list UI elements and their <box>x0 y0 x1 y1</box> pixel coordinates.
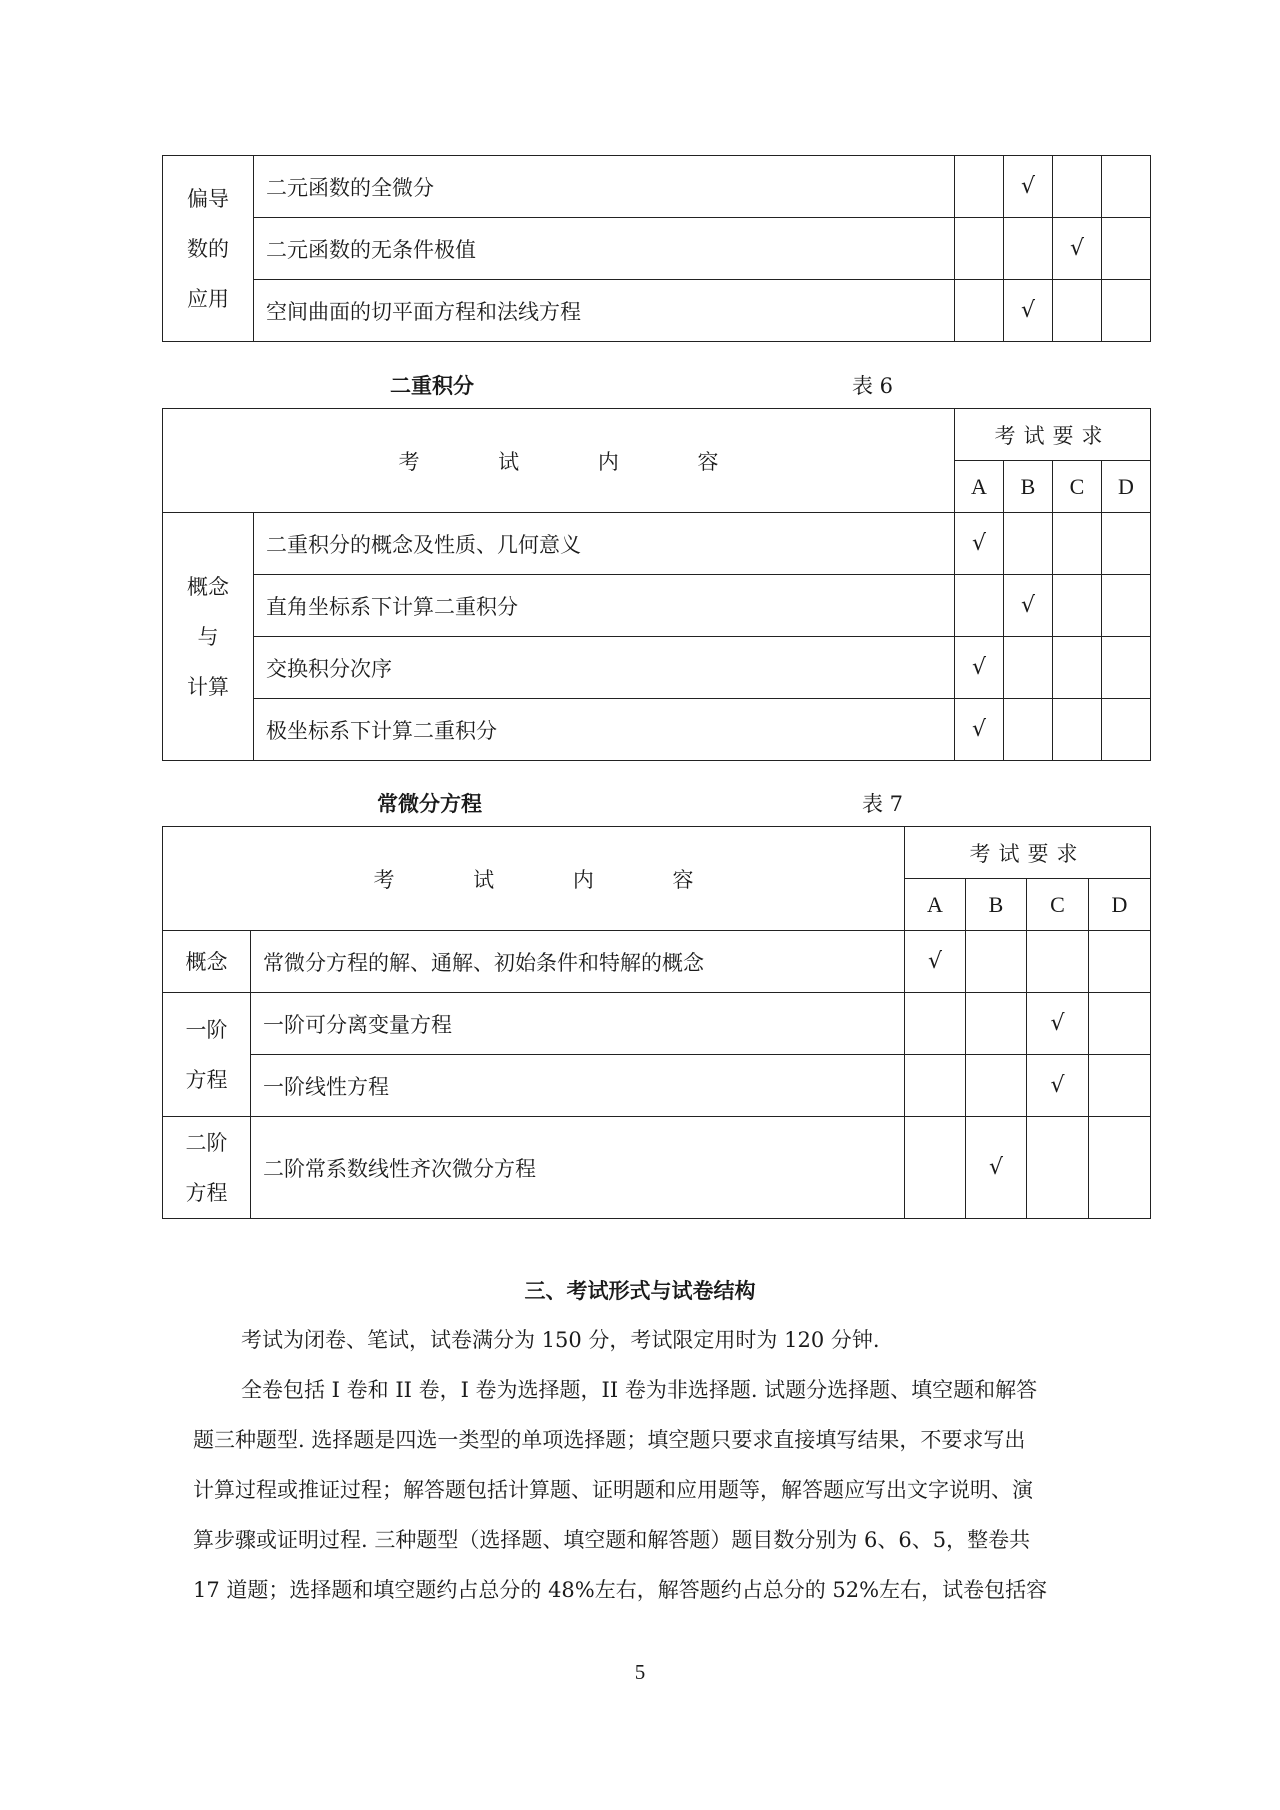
mark-a: √ <box>955 513 1004 575</box>
content-cell: 二重积分的概念及性质、几何意义 <box>254 513 955 575</box>
mark-a <box>905 993 966 1055</box>
mark-a: √ <box>955 637 1004 699</box>
mark-b <box>966 1055 1027 1117</box>
mark-d <box>1089 993 1151 1055</box>
mark-d <box>1102 699 1151 761</box>
mark-a <box>905 1117 966 1219</box>
topic-line: 方程 <box>185 1067 228 1092</box>
content-cell: 二阶常系数线性齐次微分方程 <box>251 1117 905 1219</box>
table6-double-integral <box>162 408 1151 761</box>
mark-b <box>1004 699 1053 761</box>
mark-d <box>1102 280 1151 342</box>
mark-d <box>1102 637 1151 699</box>
content-cell: 一阶线性方程 <box>251 1055 905 1117</box>
mark-b: √ <box>1004 156 1053 218</box>
mark-c <box>1027 1117 1089 1219</box>
content-cell: 常微分方程的解、通解、初始条件和特解的概念 <box>251 931 905 993</box>
content-cell: 直角坐标系下计算二重积分 <box>254 575 955 637</box>
mark-c: √ <box>1027 1055 1089 1117</box>
mark-a <box>955 156 1004 218</box>
table-partial-derivative-applications <box>162 155 1151 342</box>
mark-b: √ <box>966 1117 1027 1219</box>
paragraph-exam-format <box>193 1315 1085 1615</box>
mark-c <box>1053 637 1102 699</box>
mark-c <box>1053 699 1102 761</box>
mark-b <box>1004 218 1053 280</box>
mark-b <box>966 993 1027 1055</box>
content-cell: 空间曲面的切平面方程和法线方程 <box>254 280 955 342</box>
mark-b: √ <box>1004 575 1053 637</box>
topic-cell <box>163 156 254 342</box>
level-a: A <box>905 879 966 931</box>
topic-cell <box>163 931 251 993</box>
mark-a <box>955 218 1004 280</box>
content-cell: 二元函数的全微分 <box>254 156 955 218</box>
mark-a <box>955 280 1004 342</box>
topic-cell <box>163 993 251 1117</box>
mark-b: √ <box>1004 280 1053 342</box>
topic-cell <box>163 513 254 761</box>
header-content: 考 试 内 容 <box>163 409 955 513</box>
topic-line: 一阶 <box>185 1017 228 1042</box>
text-line: 全卷包括 I 卷和 II 卷，I 卷为选择题，II 卷为非选择题. 试题分选择题、填空题和解答 <box>241 1378 1038 1402</box>
topic-line: 与 <box>197 624 219 649</box>
mark-d <box>1102 513 1151 575</box>
table6-caption: 二重积分 <box>390 373 474 398</box>
header-requirements: 考试要求 <box>905 827 1151 879</box>
mark-b <box>966 931 1027 993</box>
mark-d <box>1089 1117 1151 1219</box>
topic-line: 计算 <box>187 674 229 699</box>
table6-number: 表 6 <box>852 374 894 398</box>
level-a: A <box>955 461 1004 513</box>
mark-c: √ <box>1027 993 1089 1055</box>
mark-d <box>1089 1055 1151 1117</box>
page-number: 5 <box>634 1660 646 1684</box>
mark-a <box>905 1055 966 1117</box>
mark-d <box>1102 575 1151 637</box>
level-b: B <box>966 879 1027 931</box>
mark-c: √ <box>1053 218 1102 280</box>
content-cell: 交换积分次序 <box>254 637 955 699</box>
level-d: D <box>1089 879 1151 931</box>
mark-b <box>1004 637 1053 699</box>
mark-c <box>1053 280 1102 342</box>
level-b: B <box>1004 461 1053 513</box>
table7-caption: 常微分方程 <box>377 791 482 816</box>
mark-c <box>1053 513 1102 575</box>
section-title: 三、考试形式与试卷结构 <box>524 1278 756 1303</box>
level-c: C <box>1053 461 1102 513</box>
topic-line: 概念 <box>185 949 228 974</box>
mark-a <box>955 575 1004 637</box>
text-line: 考试为闭卷、笔试，试卷满分为 150 分，考试限定用时为 120 分钟. <box>241 1328 880 1352</box>
topic-line: 数的 <box>187 236 229 261</box>
text-line: 计算过程或推证过程；解答题包括计算题、证明题和应用题等，解答题应写出文字说明、演 <box>193 1478 1033 1502</box>
header-requirements: 考试要求 <box>955 409 1151 461</box>
topic-line: 方程 <box>185 1180 228 1205</box>
mark-c <box>1027 931 1089 993</box>
mark-d <box>1089 931 1151 993</box>
mark-b <box>1004 513 1053 575</box>
table7-ordinary-differential-equations <box>162 826 1151 1219</box>
header-content: 考 试 内 容 <box>163 827 905 931</box>
text-line: 17 道题；选择题和填空题约占总分的 48%左右，解答题约占总分的 52%左右，试卷包括容 <box>193 1578 1048 1602</box>
topic-line: 概念 <box>187 574 229 599</box>
text-line: 算步骤或证明过程. 三种题型（选择题、填空题和解答题）题目数分别为 6、6、5，整卷共 <box>193 1528 1031 1552</box>
level-c: C <box>1027 879 1089 931</box>
content-cell: 极坐标系下计算二重积分 <box>254 699 955 761</box>
text-line: 题三种题型. 选择题是四选一类型的单项选择题；填空题只要求直接填写结果，不要求写出 <box>193 1428 1026 1452</box>
topic-cell <box>163 1117 251 1219</box>
topic-line: 应用 <box>187 286 229 311</box>
mark-a: √ <box>955 699 1004 761</box>
topic-line: 偏导 <box>187 186 229 211</box>
content-cell: 二元函数的无条件极值 <box>254 218 955 280</box>
topic-line: 二阶 <box>185 1130 228 1155</box>
level-d: D <box>1102 461 1151 513</box>
table7-number: 表 7 <box>862 792 904 816</box>
mark-c <box>1053 575 1102 637</box>
mark-c <box>1053 156 1102 218</box>
content-cell: 一阶可分离变量方程 <box>251 993 905 1055</box>
mark-a: √ <box>905 931 966 993</box>
mark-d <box>1102 156 1151 218</box>
mark-d <box>1102 218 1151 280</box>
